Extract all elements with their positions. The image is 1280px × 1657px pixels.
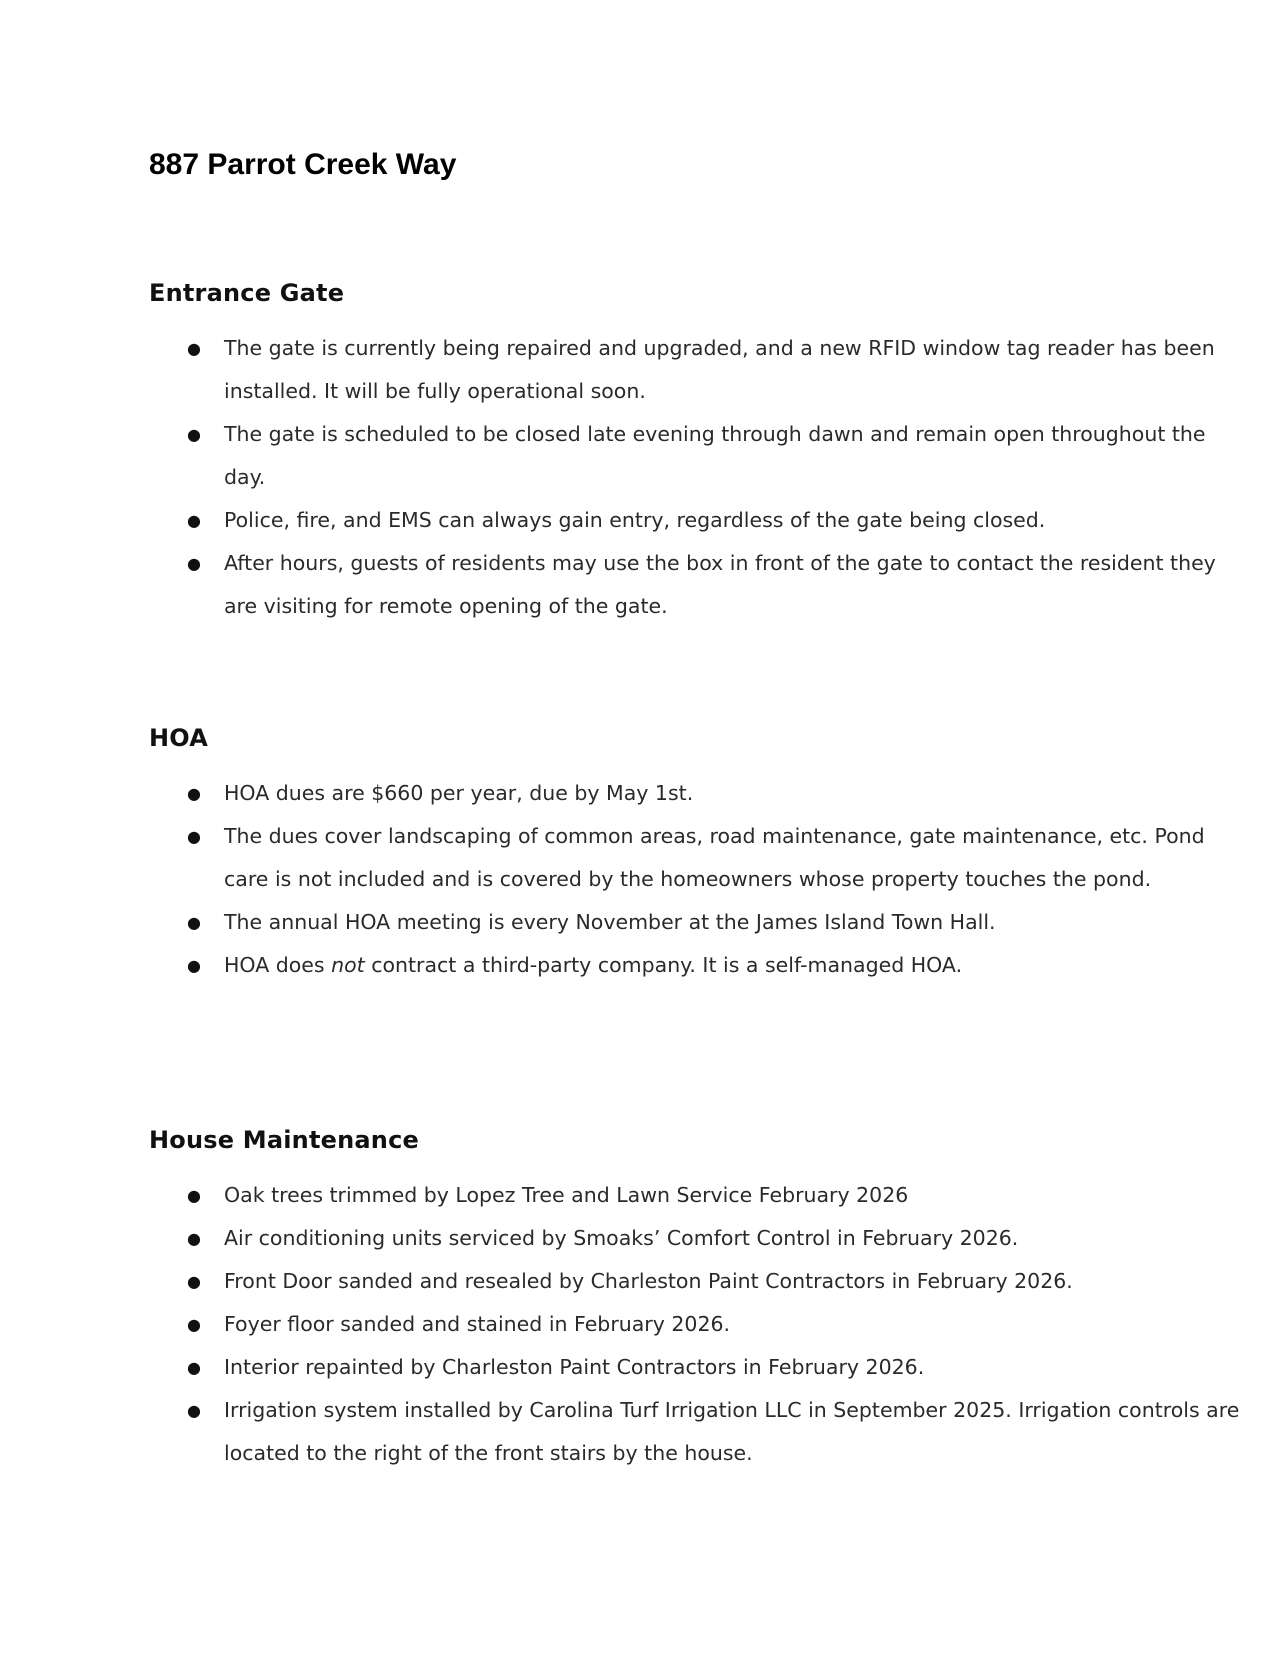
list-item: ● After hours, guests of residents may use the box in front of the gate to contact the resident they are visiting for remote opening of the gate. [149,542,1244,628]
list-item: ● Oak trees trimmed by Lopez Tree and Lawn Service February 2026 [149,1174,1244,1217]
list-item: ● The gate is scheduled to be closed late evening through dawn and remain open throughout the day. [149,413,1244,499]
bullet-icon: ● [187,339,201,358]
list-item: ● Police, fire, and EMS can always gain entry, regardless of the gate being closed. [149,499,1244,542]
section-house-maintenance [149,1126,1240,1475]
bullet-icon: ● [187,1272,201,1291]
bullet-icon: ● [187,1401,201,1420]
entrance-gate-list [149,327,1216,628]
list-item: ● Front Door sanded and resealed by Charleston Paint Contractors in February 2026. [149,1260,1244,1303]
bullet-icon: ● [187,956,201,975]
bullet-icon: ● [187,1315,201,1334]
section-hoa [149,724,1205,987]
page-title: 887 Parrot Creek Way [149,148,457,181]
bullet-icon: ● [187,554,201,573]
section-heading-house-maintenance: House Maintenance [149,1126,419,1154]
bullet-icon: ● [187,511,201,530]
list-item: ● Irrigation system installed by Carolina Turf Irrigation LLC in September 2025. Irrigation controls are located to the right of the front stairs by the house. [149,1389,1244,1475]
section-entrance-gate [149,279,1216,628]
bullet-icon: ● [187,913,201,932]
bullet-icon: ● [187,1229,201,1248]
bullet-icon: ● [187,425,201,444]
list-item: ● The dues cover landscaping of common areas, road maintenance, gate maintenance, etc. Pond care is not included and is covered by the homeowners whose property touches the pond. [149,815,1244,901]
bullet-icon: ● [187,784,201,803]
list-item: ● Air conditioning units serviced by Smoaks’ Comfort Control in February 2026. [149,1217,1244,1260]
section-heading-entrance-gate: Entrance Gate [149,279,345,307]
section-heading-hoa: HOA [149,724,209,752]
list-item: ● Interior repainted by Charleston Paint Contractors in February 2026. [149,1346,1244,1389]
list-item: ● The gate is currently being repaired and upgraded, and a new RFID window tag reader has been installed. It will be fully operational soon. [149,327,1244,413]
list-item: ● The annual HOA meeting is every November at the James Island Town Hall. [149,901,1244,944]
bullet-icon: ● [187,827,201,846]
list-item: ● Foyer floor sanded and stained in February 2026. [149,1303,1244,1346]
emphasis-text: not [331,953,365,977]
bullet-icon: ● [187,1358,201,1377]
bullet-icon: ● [187,1186,201,1205]
house-maintenance-list [149,1174,1240,1475]
hoa-list [149,772,1205,987]
list-item: ● HOA dues are $660 per year, due by May 1st. [149,772,1244,815]
list-item: ● HOA does not contract a third-party company. It is a self-managed HOA. [149,944,1244,987]
